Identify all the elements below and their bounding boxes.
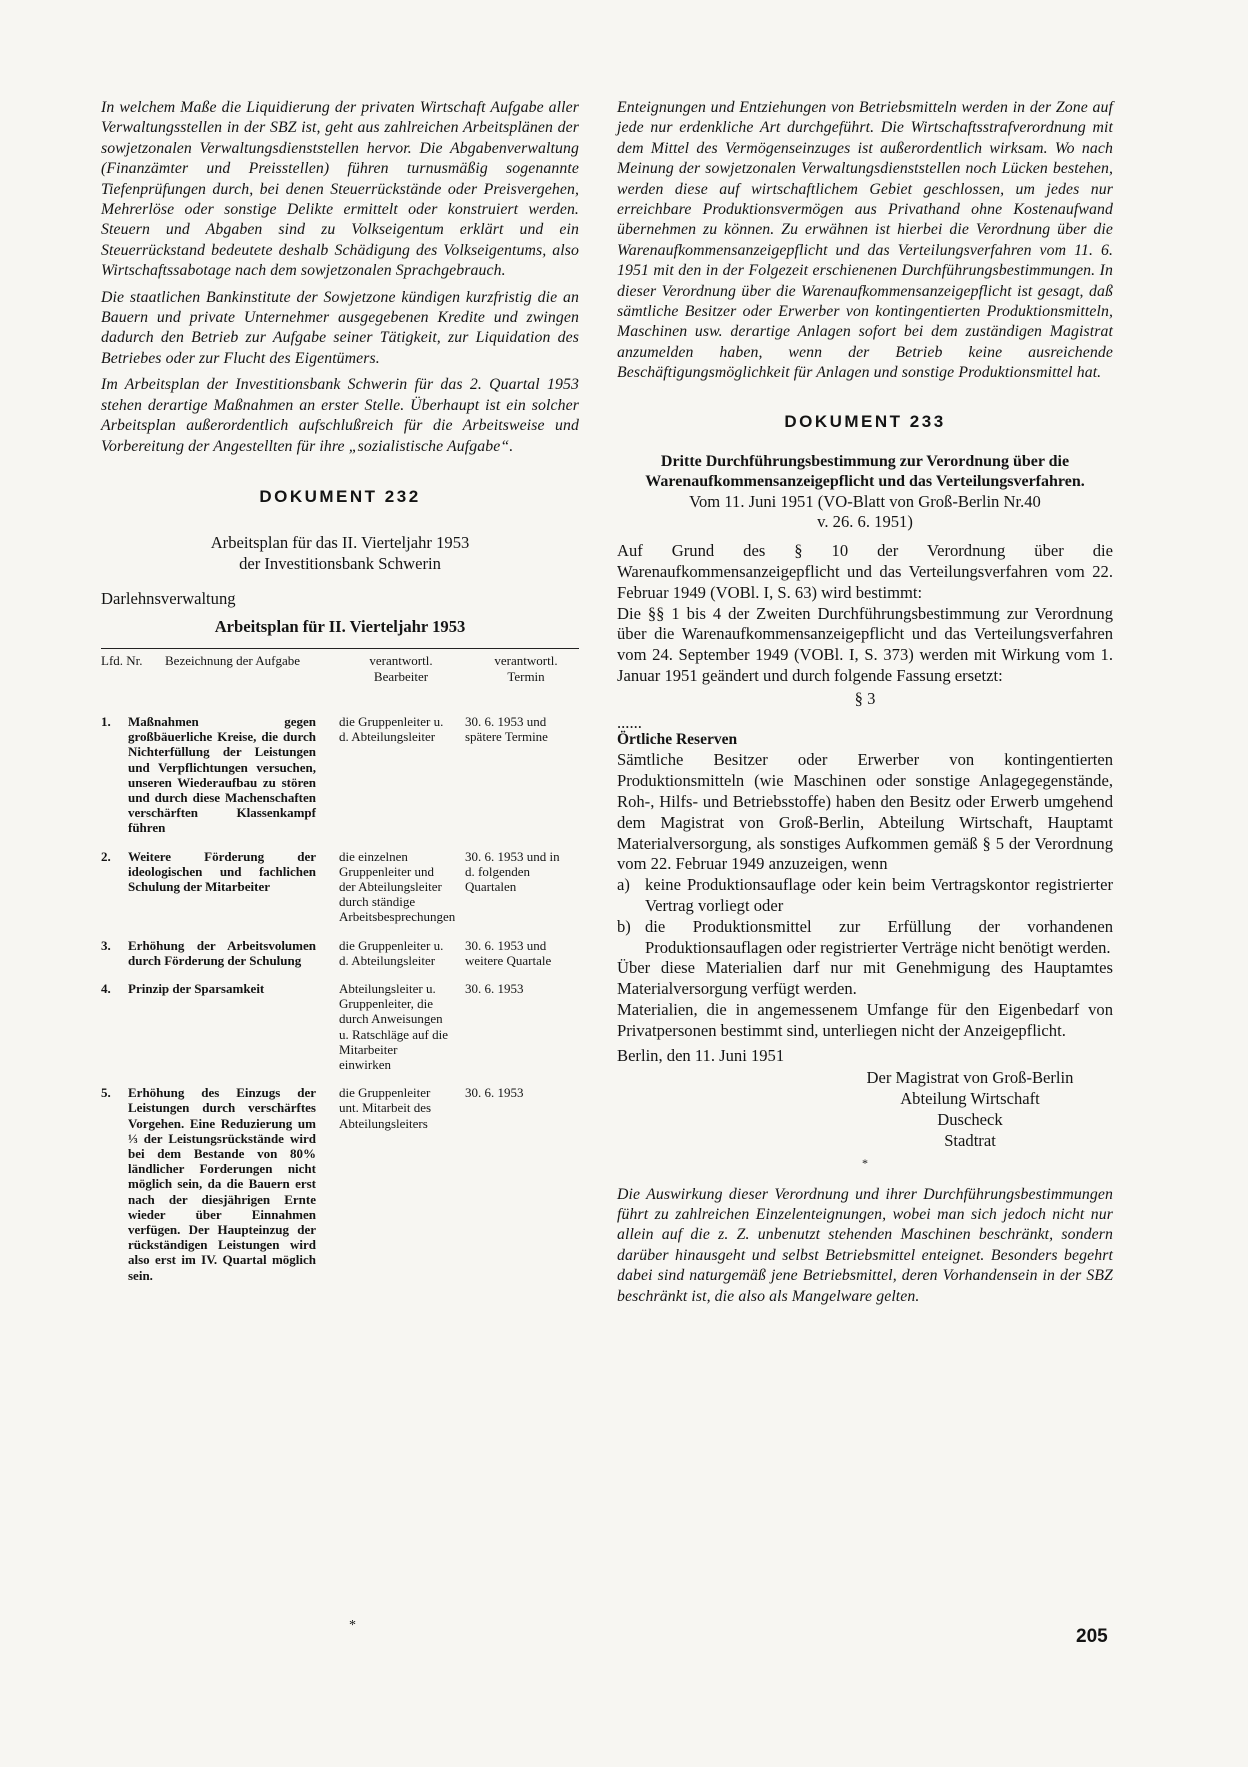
table-row [101,849,579,925]
row-deadline: 30. 6. 1953 und spätere Termine [465,713,548,745]
header-deadline: verantwortl. Termin [494,653,558,684]
regulation-paragraph: Auf Grund des § 10 der Verordnung über die Warenaufkommensanzeigepflicht und das Verteilungsverfahren vom 22. Februar 1949 (VOBl. I, S. 63) wird bestimmt: [617,541,1113,602]
document-233-date-line2: v. 26. 6. 1951) [817,512,913,532]
document-233-heading: DOKUMENT 233 [784,411,946,431]
signature-line: Der Magistrat von Groß-Berlin [866,1068,1074,1088]
row-number: 5. [101,1085,111,1101]
table-row [101,714,579,836]
ellipsis: ...... [617,712,642,732]
row-number: 2. [101,848,111,864]
regulation-paragraph: Materialien, die in angemessenem Umfange für den Eigenbedarf von Privatpersonen bestimmt sind, unterliegen nicht der Anzeigepflicht. [617,1000,1113,1040]
department-label: Darlehnsverwaltung [101,588,236,608]
list-text: keine Produktionsauflage oder kein beim Vertragskontor registrierter Vertrag vorliegt oder [645,875,1113,916]
right-intro-paragraph: Enteignungen und Entziehungen von Betriebsmitteln werden in der Zone auf jede nur erdenkliche Art durchgeführt. Die Wirtschaftsstrafverordnung mit dem Mittel des Vermögenseinzuges ist außerordentlich wirksam. Wo nach Meinung der sowjetzonalen Verwaltungsdienststellen noch Lücken bestehen, werden diese auf wirtschaftlichem Gebiet geschlossen, um jedes nur erreichbare Produktionsvermögen aus Privathand ohne Kostenaufwand übernehmen zu können. Zu erwähnen ist hierbei die Verordnung über die Warenaufkommensanzeigepflicht und das Verteilungsverfahren vom 11. 6. 1951 mit den in der Folgezeit erschienenen Durchführungsbestimmungen. In dieser Verordnung über die Warenaufkommensanzeigepflicht ist gesagt, daß sämtliche Besitzer oder Erwerber von kontingentierten Produktionsmitteln, Maschinen usw. derartige Anlagen sofort bei dem zuständigen Magistrat anzumelden haben, wenn der Betrieb keine ausreichende Beschäftigungsmöglichkeit für Anlagen und sonstige Produktionsmittel hat. [617,99,1113,382]
row-number: 4. [101,980,111,996]
document-233-date-line1: Vom 11. Juni 1951 (VO-Blatt von Groß-Berlin Nr.40 [689,491,1041,511]
row-task: Weitere Förderung der ideologischen und fachlichen Schulung der Mitarbeiter [128,848,316,894]
section-number: § 3 [854,688,876,708]
list-item-b [617,917,1113,959]
row-staff: die einzelnen Gruppenleiter und der Abteilungsleiter durch ständige Arbeitsbesprechungen [339,848,456,925]
row-deadline: 30. 6. 1953 und in d. folgenden Quartalen [465,848,560,894]
row-staff: Abteilungsleiter u. Gruppenleiter, die durch Anweisungen u. Ratschläge auf die Mitarbeiter einwirken [339,980,449,1072]
row-task: Prinzip der Sparsamkeit [128,980,265,996]
regulation-paragraph: Die §§ 1 bis 4 der Zweiten Durchführungsbestimmung zur Verordnung über die Warenaufkommensanzeigepflicht und das Verteilungsverfahren vom 24. September 1949 (VOBl. I, S. 373) werden mit Wirkung vom 1. Januar 1951 geändert und durch folgende Fassung ersetzt: [617,603,1113,686]
work-plan-table [101,653,579,1283]
document-232-title-line2: der Investitionsbank Schwerin [239,553,441,573]
separator-asterisk: * [862,1155,868,1170]
row-task: Erhöhung des Einzugs der Leistungen durch verschärftes Vorgehen. Eine Reduzierung um ⅓ der Leistungsrückstände wird bei dem Bestande von 80% ländlicher Forderungen nicht möglich sein, da die Bauern erst nach der diesjährigen Ernte wieder über Einnahmen verfügen. Der Haupteinzug der rückständigen Leistungen wird also erst im IV. Quartal möglich sein. [128,1085,316,1283]
list-label: b) [617,916,631,936]
table-row [101,981,579,1072]
page-number: 205 [1076,1626,1108,1647]
row-number: 3. [101,937,111,953]
row-staff: die Gruppenleiter unt. Mitarbeit des Abteilungsleiters [339,1085,432,1131]
bottom-asterisk: * [349,1618,356,1633]
document-233-title: Dritte Durchführungsbestimmung zur Verordnung über die Warenaufkommensanzeigepflicht und das Verteilungsverfahren. [645,452,1085,490]
signature-block [835,1068,1105,1151]
signature-line: Abteilung Wirtschaft [900,1089,1040,1109]
row-deadline: 30. 6. 1953 [465,1085,524,1101]
row-task: Maßnahmen gegen großbäuerliche Kreise, die durch Nichterfüllung der Leistungen und Verpflichtungen versuchen, unseren Wiederaufbau zu stören und durch diese Machenschaften verschärften Klassenkampf führen [128,713,316,836]
table-header [101,653,579,684]
left-column [101,98,579,1296]
work-plan-subtitle: Arbeitsplan für II. Vierteljahr 1953 [214,617,466,637]
regulation-paragraph: Über diese Materialien darf nur mit Genehmigung des Hauptamtes Materialversorgung verfügt werden. [617,958,1113,999]
row-staff: die Gruppenleiter u. d. Abteilungsleiter [339,937,444,968]
row-task: Erhöhung der Arbeitsvolumen durch Förderung der Schulung [128,937,316,968]
right-column [617,98,1113,1313]
list-item-a [617,875,1113,917]
intro-paragraph: In welchem Maße die Liquidierung der privaten Wirtschaft Aufgabe aller Verwaltungsstellen in der SBZ ist, geht aus zahlreichen Arbeitsplänen der sowjetzonalen Verwaltungsdienststellen hervor. Die Abgabenverwaltung (Finanzämter und Preisstellen) führen turnusmäßig sogenannte Tiefenprüfungen durch, bei denen Steuerrückstände oder Preisvergehen, Mehrerlöse oder sonstige Delikte ermittelt oder konstruiert werden. Steuern und Abgaben sind zu Volkseigentum erklärt und ein Steuerrückstand bedeutete deshalb Schädigung des Volkseigentums, also Wirtschaftssabotage nach dem sowjetzonalen Sprachgebrauch. [101,99,579,280]
row-number: 1. [101,713,111,729]
header-task: Bezeichnung der Aufgabe [165,653,301,669]
row-deadline: 30. 6. 1953 und weitere Quartale [465,937,552,968]
signature-line: Stadtrat [944,1130,996,1150]
header-staff: verantwortl. Bearbeiter [369,653,433,684]
intro-paragraph: Die staatlichen Bankinstitute der Sowjetzone kündigen kurzfristig die an Bauern und private Unternehmer ausgegebenen Kredite und zwingen dadurch den Betrieb zur Aufgabe seiner Tätigkeit, zur Liquidation des Betriebes oder zur Flucht des Eigentümers. [101,288,579,367]
intro-paragraph: Im Arbeitsplan der Investitionsbank Schwerin für das 2. Quartal 1953 stehen derartige Maßnahmen an erster Stelle. Überhaupt ist ein solcher Arbeitsplan außerordentlich aufschlußreich für die Arbeitsweise und Vorbereitung der Angestellten für ihre „sozialistische Aufgabe“. [101,376,579,455]
row-staff: die Gruppenleiter u. d. Abteilungsleiter [339,713,444,745]
signature-line: Duscheck [937,1110,1003,1129]
document-232-heading: DOKUMENT 232 [259,486,421,506]
table-top-rule [101,648,579,649]
closing-paragraph: Die Auswirkung dieser Verordnung und ihrer Durchführungsbestimmungen führt zu zahlreichen Einzelenteignungen, wobei man sich jedoch nicht nur allein auf die z. Z. unbenutzt stehenden Maschinen beschränkt, sondern darüber hinausgeht und selbst Betriebsmittel enteignet. Besonders begehrt dabei sind naturgemäß jene Betriebsmittel, deren Vorhandensein in der SBZ beschränkt ist, die also als Mangelware gelten. [617,1185,1113,1305]
place-date: Berlin, den 11. Juni 1951 [617,1045,785,1065]
section-title: Örtliche Reserven [617,730,738,748]
table-row [101,938,579,968]
regulation-paragraph: Sämtliche Besitzer oder Erwerber von kontingentierten Produktionsmitteln (wie Maschinen oder sonstige Anlagegegenstände, Roh-, Hilfs- und Betriebsstoffe) haben den Besitz oder Erwerb umgehend dem Magistrat von Groß-Berlin, Abteilung Wirtschaft, Hauptamt Materialversorgung, als sonstiges Aufkommen gemäß § 5 der Verordnung vom 22. Februar 1949 anzuzeigen, wenn [617,750,1113,874]
list-text: die Produktionsmittel zur Erfüllung der vorhandenen Produktionsauflagen oder registrierter Verträge nicht benötigt werden. [645,916,1113,957]
list-label: a) [617,875,630,895]
table-row [101,1085,579,1283]
row-deadline: 30. 6. 1953 [465,980,524,996]
header-nr: Lfd. Nr. [101,653,143,669]
document-232-title-line1: Arbeitsplan für das II. Vierteljahr 1953 [210,532,470,552]
